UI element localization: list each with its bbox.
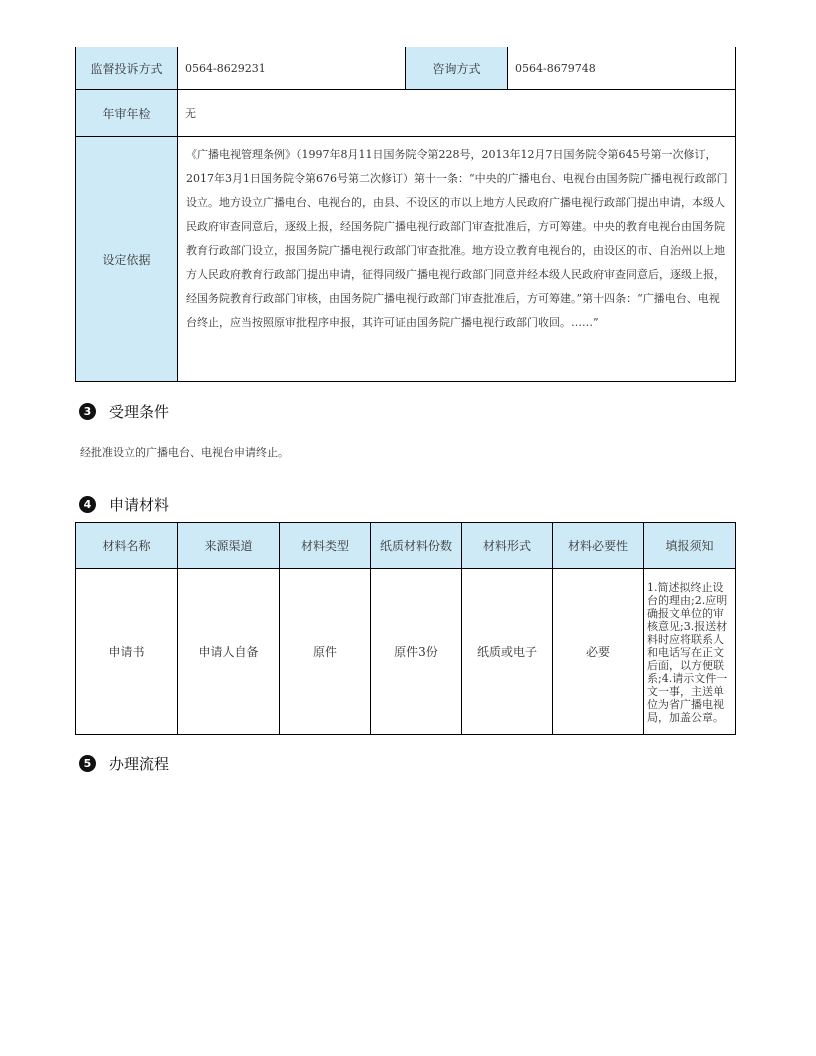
section-3-heading [79, 400, 169, 422]
cell-copies: 原件3份 [371, 569, 462, 735]
header-type: 材料类型 [280, 523, 371, 569]
basis-label: 设定依据 [76, 137, 178, 382]
cell-source: 申请人自备 [178, 569, 280, 735]
notes-text: 1.简述拟终止设台的理由;2.应明确报文单位的审核意见;3.报送材料时应将联系人和电话写在正文后面，以方便联系;4.请示文件一文一事，主送单位为省广播电视局，加盖公章。 [647, 581, 728, 724]
header-notes: 填报须知 [644, 523, 736, 569]
section-4-heading [79, 493, 169, 515]
section-title: 受理条件 [109, 402, 170, 421]
header-necessity: 材料必要性 [553, 523, 644, 569]
header-copies: 纸质材料份数 [371, 523, 462, 569]
cell-material-name: 申请书 [76, 569, 178, 735]
basis-text: 《广播电视管理条例》（1997年8月11日国务院令第228号，2013年12月7日国务院令第645号第一次修订，2017年3月1日国务院令第676号第二次修订）第十一条：“中央的广播电台、电视台由国务院广播电视行政部门设立。地方设立广播电台、电视台的，由县、不设区的市以上地方人民政府广播电视行政部门提出申请，本级人民政府审查同意后，逐级上报，经国务院广播电视行政部门审查批准后，方可筹建。中央的教育电视台由国务院教育行政部门设立，报国务院广播电视行政部门审查批准。地方设立教育电视台的，由设区的市、自治州以上地方人民政府教育行政部门提出申请，征得同级广播电视行政部门同意并经本级人民政府审查同意后，逐级上报，经国务院教育行政部门审核，由国务院广播电视行政部门审查批准后，方可筹建。”第十四条：“广播电台、电视台终止，应当按照原审批程序申报，其许可证由国务院广播电视行政部门收回。……” [178, 137, 736, 382]
section-number-badge: 3 [79, 403, 96, 420]
header-source: 来源渠道 [178, 523, 280, 569]
cell-notes [644, 569, 736, 735]
section-number-badge: 4 [79, 496, 96, 513]
section-title: 申请材料 [109, 495, 170, 514]
cell-type: 原件 [280, 569, 371, 735]
complaint-value: 0564-8629231 [178, 47, 406, 90]
acceptance-conditions-text: 经批准设立的广播电台、电视台申请终止。 [80, 446, 289, 459]
header-material-name: 材料名称 [76, 523, 178, 569]
cell-form: 纸质或电子 [462, 569, 553, 735]
section-5-heading [79, 752, 169, 774]
consult-label: 咨询方式 [406, 47, 508, 90]
section-title: 办理流程 [109, 754, 170, 773]
section-number-badge: 5 [79, 755, 96, 772]
inspection-label: 年审年检 [76, 90, 178, 137]
inspection-value: 无 [178, 90, 736, 137]
complaint-label: 监督投诉方式 [76, 47, 178, 90]
header-form: 材料形式 [462, 523, 553, 569]
consult-value: 0564-8679748 [508, 47, 736, 90]
cell-necessity: 必要 [553, 569, 644, 735]
